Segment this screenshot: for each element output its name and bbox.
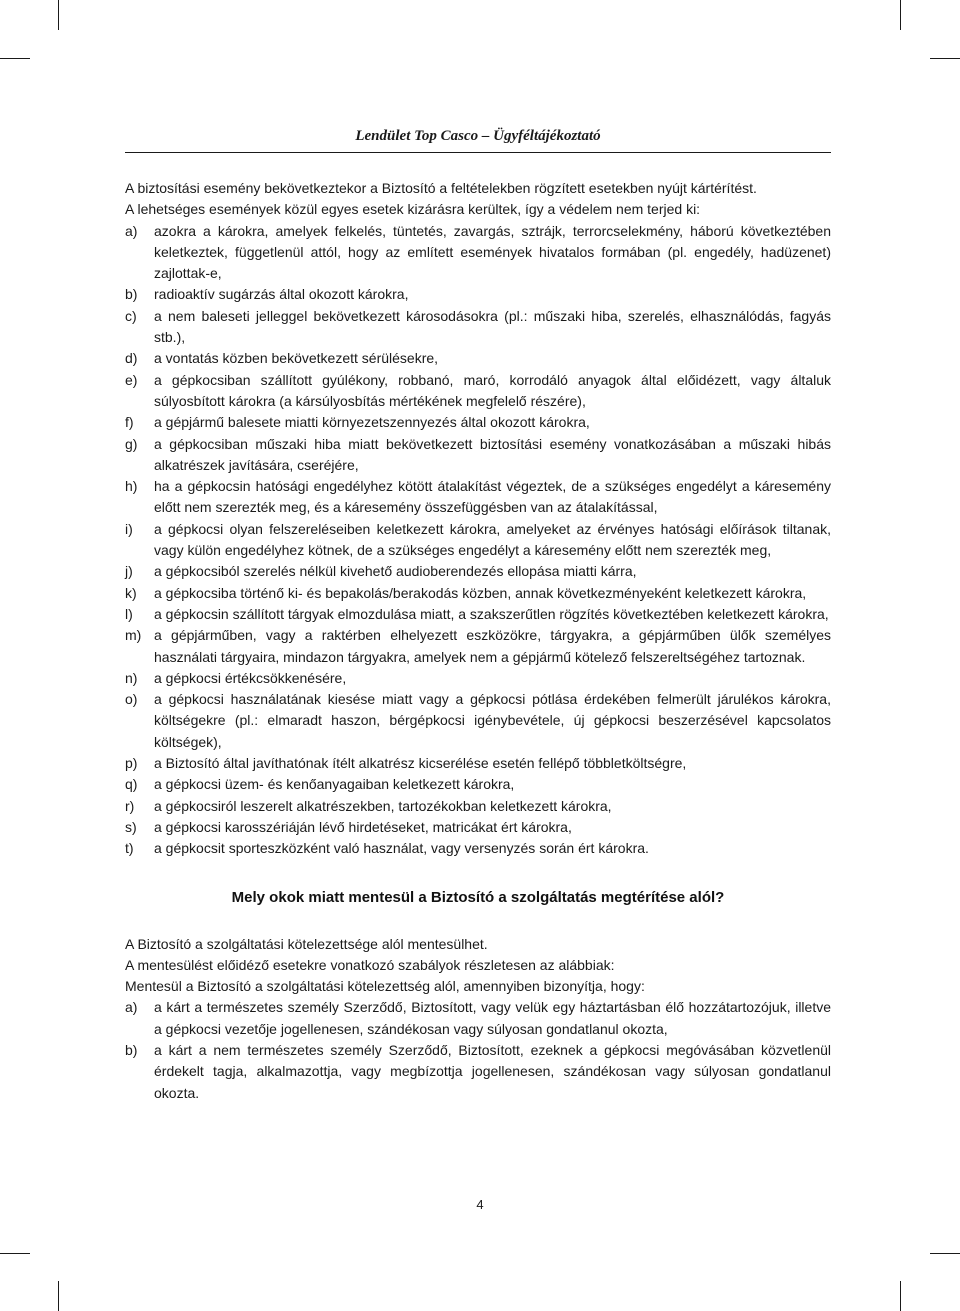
list-item-marker: h) <box>125 478 138 495</box>
page-number: 4 <box>476 1197 484 1212</box>
list-item <box>125 689 831 753</box>
crop-mark <box>900 1281 901 1311</box>
list-item-text: a kárt a nem természetes személy Szerződő, Biztosított, ezeknek a gépkocsi megóvásában közvetlenül érdekelt tagja, alkalmazottja, vagy megbízottja jogellenesen, szándékosan vagy súlyosan gondatlanul okozta. <box>154 1041 831 1101</box>
list-item-text: a gépkocsit sporteszközként való használat, vagy versenyzés során ért károkra. <box>154 840 649 857</box>
list-item-marker: b) <box>125 1041 138 1058</box>
list-item <box>125 668 831 689</box>
list-item-marker: k) <box>125 584 137 601</box>
list-item <box>125 625 831 668</box>
list-item-text: azokra a károkra, amelyek felkelés, tüntetés, zavargás, sztrájk, terrorcselekmény, háború következtében keletkeztek, függetlenül attól, hogy az említett események hivatalos formában (pl. engedély, hadüzenet) zajlottak-e, <box>154 222 831 282</box>
list-item-text: a gépkocsi értékcsökkenésére, <box>154 669 347 686</box>
list-item-text: radioaktív sugárzás által okozott károkra, <box>154 286 409 303</box>
list-item <box>125 796 831 817</box>
section-paragraph: Mentesül a Biztosító a szolgáltatási kötelezettség alól, amennyiben bizonyítja, hogy: <box>125 978 645 995</box>
crop-mark <box>0 58 30 59</box>
list-item-marker: o) <box>125 691 138 708</box>
list-item <box>125 370 831 413</box>
intro-paragraph: A biztosítási esemény bekövetkeztekor a Biztosító a feltételekben rögzített esetekben nyújt kártérítést. <box>125 180 757 196</box>
intro-paragraph: A lehetséges események közül egyes esetek kizárásra kerültek, így a védelem nem terjed ki: <box>125 201 701 218</box>
list-item-marker: a) <box>125 222 138 239</box>
list-item-marker: s) <box>125 818 137 835</box>
list-item <box>125 604 831 625</box>
list-item-text: a gépkocsi használatának kiesése miatt vagy a gépkocsi pótlása érdekében felmerült járulékos károkra, költségekre (pl.: elmaradt haszon, bérgépkocsi igénybevétele, új gépkocsi beszerzésével kapcsolatos költségek), <box>154 691 831 750</box>
crop-mark <box>930 58 960 59</box>
list-item-marker: t) <box>125 840 134 857</box>
list-item-marker: m) <box>125 627 142 644</box>
list-item-marker: b) <box>125 286 138 303</box>
list-item <box>125 561 831 582</box>
list-item <box>125 817 831 838</box>
list-item <box>125 476 831 519</box>
crop-mark <box>58 0 59 30</box>
list-item <box>125 306 831 349</box>
list-item-text: a gépkocsiba történő ki- és bepakolás/berakodás közben, annak következményeként keletkezett károkra, <box>154 584 807 601</box>
list-item-text: a gépkocsiból szerelés nélkül kivehető audioberendezés ellopása miatti kárra, <box>154 563 637 580</box>
list-item-marker: a) <box>125 999 138 1016</box>
list-item <box>125 412 831 433</box>
list-item-marker: f) <box>125 414 134 431</box>
list-item-marker: g) <box>125 435 138 452</box>
list-item-text: a gépkocsi üzem- és kenőanyagaiban keletkezett károkra, <box>154 776 515 793</box>
crop-mark <box>900 0 901 30</box>
crop-mark <box>58 1281 59 1311</box>
list-item <box>125 997 831 1040</box>
list-item <box>125 838 831 859</box>
list-item-text: a gépjármű balesete miatti környezetszennyezés által okozott károkra, <box>154 414 590 431</box>
section-paragraph: A Biztosító a szolgáltatási kötelezettsége alól mentesülhet. <box>125 935 488 952</box>
list-item-text: a kárt a természetes személy Szerződő, Biztosított, vagy velük egy háztartásban élő hozzátartozójuk, illetve a gépkocsi vezetője jogellenesen, szándékosan vagy súlyosan gondatlanul okozta, <box>154 999 831 1037</box>
list-item <box>125 1040 831 1104</box>
section-paragraph: A mentesülést előidéző esetekre vonatkozó szabályok részletesen az alábbiak: <box>125 956 615 973</box>
list-item-text: a Biztosító által javíthatónak ítélt alkatrész kicserélése esetén fellépő többletköltségre, <box>154 755 687 772</box>
list-item-text: a gépkocsiban műszaki hiba miatt bekövetkezett biztosítási esemény vonatkozásában a műszaki hibás alkatrészek javítására, cseréjére, <box>154 435 831 473</box>
list-item-marker: l) <box>125 605 133 622</box>
list-item-text: a gépkocsi karosszériáján lévő hirdetéseket, matricákat ért károkra, <box>154 818 572 835</box>
list-item-text: ha a gépkocsin hatósági engedélyhez kötött átalakítást végeztek, de a szükséges engedélyt a káresemény előtt nem szerezték meg, és a káresemény összefüggésben van az átalakítással, <box>154 478 831 516</box>
header-rule <box>125 152 831 153</box>
list-item <box>125 753 831 774</box>
list-item <box>125 434 831 477</box>
list-item <box>125 221 831 285</box>
exemption-list <box>125 997 831 1103</box>
list-item-marker: d) <box>125 350 138 367</box>
crop-mark <box>0 1253 30 1254</box>
page-header-title: Lendület Top Casco – Ügyféltájékoztató <box>355 128 601 144</box>
list-item <box>125 519 831 562</box>
list-item-marker: p) <box>125 755 138 772</box>
list-item-marker: j) <box>125 563 133 580</box>
list-item-marker: e) <box>125 371 138 388</box>
list-item-marker: c) <box>125 307 137 324</box>
list-item-marker: q) <box>125 776 138 793</box>
list-item-text: a vontatás közben bekövetkezett sérülésekre, <box>154 350 439 367</box>
list-item-text: a gépkocsin szállított tárgyak elmozdulása miatt, a szakszerűtlen rögzítés következtében keletkezett károkra, <box>154 605 829 622</box>
list-item-text: a gépkocsiról leszerelt alkatrészekben, tartozékokban keletkezett károkra, <box>154 797 612 814</box>
list-item-text: a nem baleseti jelleggel bekövetkezett károsodásokra (pl.: műszaki hiba, szerelés, elhasználódás, fagyás stb.), <box>154 307 831 346</box>
list-item-marker: n) <box>125 669 138 686</box>
list-item <box>125 774 831 795</box>
list-item <box>125 583 831 604</box>
list-item-text: a gépkocsiban szállított gyúlékony, robbanó, maró, korrodáló anyagok által előidézett, vagy általuk súlyosbított károkra (a kársúlyosbítás mértékének megfelelő részére), <box>154 371 831 409</box>
crop-mark <box>930 1253 960 1254</box>
exclusions-list <box>125 221 831 860</box>
section-heading: Mely okok miatt mentesül a Biztosító a szolgáltatás megtérítése alól? <box>231 888 725 906</box>
list-item-text: a gépjárműben, vagy a raktérben elhelyezett eszközökre, tárgyakra, a gépjárműben ülők személyes használati tárgyaira, mindazon tárgyakra, amelyek nem a gépjármű kötelező felszereltségéhez tartoznak. <box>154 627 831 665</box>
document-body <box>125 178 831 1104</box>
list-item-text: a gépkocsi olyan felszereléseiben keletkezett károkra, amelyeket az érvényes hatósági előírások tiltanak, vagy külön engedélyhez kötnek, de a szükséges engedélyt a káresemény előtt nem szerezték meg, <box>154 520 831 559</box>
list-item <box>125 284 831 305</box>
list-item-marker: i) <box>125 520 133 537</box>
list-item-marker: r) <box>125 797 135 814</box>
list-item <box>125 348 831 369</box>
